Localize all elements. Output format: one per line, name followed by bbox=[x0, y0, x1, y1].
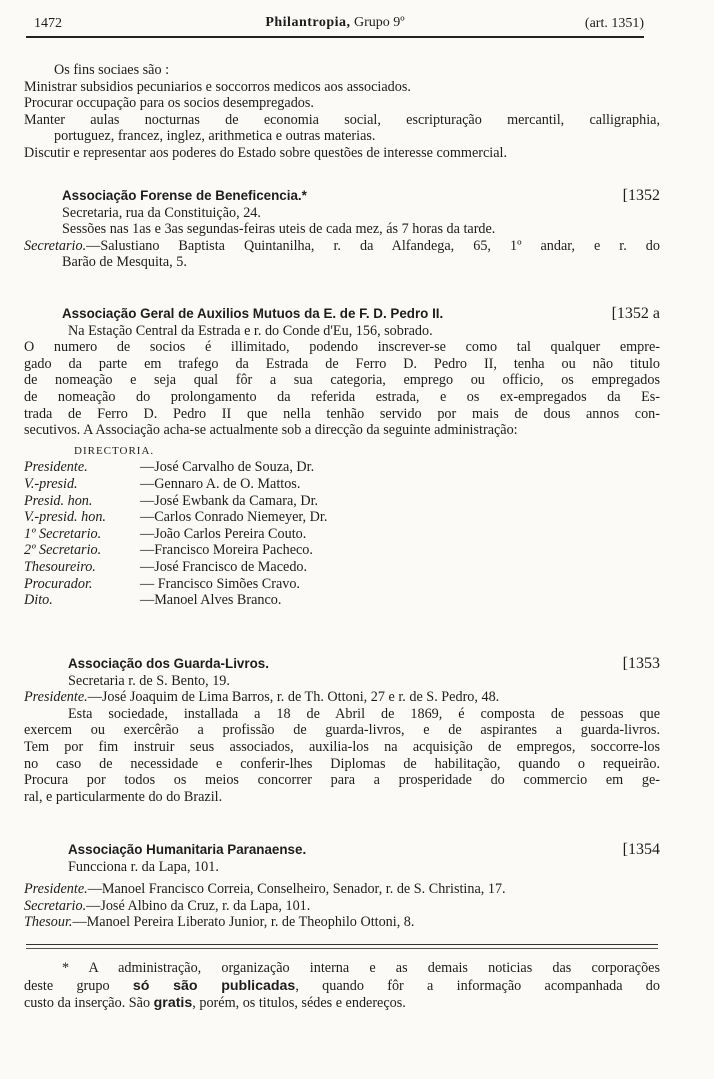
intro-line: portuguez, francez, inglez, arithmetica e outras materias. bbox=[54, 128, 376, 145]
officer-name: — Francisco Simões Cravo. bbox=[140, 575, 300, 592]
role-label: Secretario. bbox=[24, 237, 87, 254]
entry-name: Associação Humanitaria Paranaense. bbox=[68, 842, 307, 857]
running-title bbox=[26, 15, 644, 31]
officer-list bbox=[24, 459, 660, 608]
officer-row bbox=[24, 898, 660, 915]
officer-row bbox=[24, 542, 660, 559]
officer-name: —José Carvalho de Souza, Dr. bbox=[140, 459, 315, 476]
para-line: exercem ou exercêrão a profissão de guarda-livros, e de aspirantes a guarda-livros. bbox=[24, 722, 660, 739]
officer-name: —Manoel Alves Branco. bbox=[140, 592, 282, 609]
para-line: Tem por fim instruir seus associados, auxilia-los na acquisição de empregos, soccorre-los bbox=[24, 738, 660, 755]
entry-number: [1353 bbox=[622, 655, 660, 672]
role-label: Thesour. bbox=[24, 914, 73, 931]
entry-address: Secretaria r. de S. Bento, 19. bbox=[68, 672, 230, 689]
directory-title: DIRECTORIA. bbox=[74, 444, 155, 457]
officer-row bbox=[24, 576, 660, 593]
entry-name: Associação Geral de Auxilios Mutuos da E. de F. D. Pedro II. bbox=[62, 306, 444, 321]
entry-1353 bbox=[24, 656, 660, 805]
entry-name: Associação dos Guarda-Livros. bbox=[68, 656, 269, 671]
entry-number: [1354 bbox=[622, 841, 660, 858]
entry-heading bbox=[24, 188, 660, 205]
entry-address: Secretaria, rua da Constituição, 24. bbox=[62, 204, 261, 221]
para-line: Esta sociedade, installada a 18 de Abril de 1869, é composta de pessoas que bbox=[68, 705, 660, 722]
entry-1352a bbox=[24, 306, 660, 609]
footnote-rule-thin bbox=[26, 948, 658, 949]
role-label: V.-presid. bbox=[24, 475, 78, 492]
para-line: Procura por todos os meios concorrer para a prosperidade do commercio em ge- bbox=[24, 772, 660, 789]
footnote-line bbox=[24, 995, 660, 1013]
entry-secretary bbox=[24, 238, 660, 255]
footnote-emphasis: gratis bbox=[153, 995, 193, 1011]
officer-name: —José Joaquim de Lima Barros, r. de Th. Ottoni, 27 e r. de S. Pedro, 48. bbox=[87, 689, 500, 706]
intro-line: Procurar occupação para os socios desempregados. bbox=[24, 95, 314, 112]
officer-row bbox=[24, 476, 660, 493]
footnote-emphasis: só são publicadas bbox=[132, 977, 296, 994]
intro-line: Discutir e representar aos poderes do Estado sobre questões de interesse commercial. bbox=[24, 144, 507, 161]
role-label: Presid. hon. bbox=[24, 492, 93, 509]
entry-heading bbox=[24, 656, 660, 673]
entry-1354 bbox=[24, 842, 660, 931]
intro-line: Ministrar subsidios pecuniarios e soccorros medicos aos associados. bbox=[24, 78, 411, 95]
role-label: Secretario. bbox=[24, 897, 87, 914]
role-label: Presidente. bbox=[24, 689, 88, 706]
officer-row bbox=[24, 459, 660, 476]
para-line: ral, e particularmente do do Brazil. bbox=[24, 788, 223, 805]
para-line: de nomeação e seja qual fôr a sua categoria, emprego ou officio, os empregados bbox=[24, 372, 660, 389]
footnote-text: , porém, os titulos, sédes e endereços. bbox=[192, 995, 406, 1011]
footnote-line: * A administração, organização interna e as demais noticias das corporações bbox=[62, 960, 660, 976]
officer-name: —Manoel Pereira Liberato Junior, r. de Theophilo Ottoni, 8. bbox=[72, 914, 415, 931]
role-label: Procurador. bbox=[24, 575, 93, 592]
title-rest: Grupo 9º bbox=[350, 15, 405, 30]
officer-list bbox=[24, 881, 660, 931]
role-label: Presidente. bbox=[24, 881, 88, 898]
role-label: V.-presid. hon. bbox=[24, 509, 106, 526]
title-bold: Philantropia, bbox=[265, 15, 351, 30]
entry-heading bbox=[24, 306, 660, 323]
para-line: O numero de socios é illimitado, podendo inscrever-se como tal qualquer empre- bbox=[24, 339, 660, 356]
para-line: gado da parte em trafego da Estrada de Ferro D. Pedro II, tenha ou não titulo bbox=[24, 355, 660, 372]
entry-1352 bbox=[24, 188, 660, 271]
officer-row bbox=[24, 559, 660, 576]
footnote-text: deste grupo bbox=[24, 977, 133, 994]
role-label: Thesoureiro. bbox=[24, 558, 96, 575]
officer-row bbox=[24, 881, 660, 898]
intro-line: Os fins sociaes são : bbox=[54, 62, 170, 78]
role-label: Dito. bbox=[24, 592, 53, 609]
para-line: no caso de necessidade e conferir-lhes Diplomas de habilitação, quando o requeirão. bbox=[24, 755, 660, 772]
article-ref: (art. 1351) bbox=[584, 16, 644, 31]
entry-president bbox=[24, 689, 660, 706]
intro-line: Manter aulas nocturnas de economia social, escripturação mercantil, calligraphia, bbox=[24, 111, 660, 128]
officer-row bbox=[24, 493, 660, 510]
entry-number: [1352 bbox=[622, 187, 660, 204]
officer-name: —Gennaro A. de O. Mattos. bbox=[140, 475, 301, 492]
entry-sessions: Sessões nas 1as e 3as segundas-feiras uteis de cada mez, ás 7 horas da tarde. bbox=[62, 221, 496, 238]
officer-name: —João Carlos Pereira Couto. bbox=[140, 525, 307, 542]
entry-address: Na Estação Central da Estrada e r. do Conde d'Eu, 156, sobrado. bbox=[68, 322, 433, 339]
role-label: Presidente. bbox=[24, 459, 88, 476]
para-line: de nomeação do prolongamento da referida estrada, e os ex-empregados da Es- bbox=[24, 388, 660, 405]
officer-name: —Francisco Moreira Pacheco. bbox=[140, 542, 313, 559]
footnote bbox=[24, 960, 660, 1013]
intro-block bbox=[24, 62, 660, 162]
role-label: 1º Secretario. bbox=[24, 525, 102, 542]
para-line: secutivos. A Associação acha-se actualmente sob a direcção da seguinte administração: bbox=[24, 422, 518, 439]
entry-name: Associação Forense de Beneficencia.* bbox=[62, 188, 307, 203]
footnote-text: , quando fôr a informação acompanhada do bbox=[295, 977, 660, 994]
officer-name: —José Francisco de Macedo. bbox=[140, 558, 308, 575]
officer-row bbox=[24, 509, 660, 526]
footnote-rule bbox=[26, 944, 658, 945]
page-header bbox=[26, 10, 644, 38]
page-number: 1472 bbox=[34, 16, 62, 31]
footnote-text: custo da inserção. São bbox=[24, 995, 154, 1011]
entry-number: [1352 a bbox=[611, 305, 660, 322]
entry-secretary-cont: Barão de Mesquita, 5. bbox=[62, 254, 187, 271]
footnote-line bbox=[24, 978, 660, 996]
para-line: trada de Ferro D. Pedro II que nella tenhão servido por mais de dous annos con- bbox=[24, 405, 660, 422]
officer-name: —Salustiano Baptista Quintanilha, r. da Alfandega, 65, 1º andar, e r. do bbox=[86, 237, 660, 254]
officer-row bbox=[24, 914, 660, 931]
officer-name: —José Albino da Cruz, r. da Lapa, 101. bbox=[86, 897, 311, 914]
officer-name: —José Ewbank da Camara, Dr. bbox=[140, 492, 319, 509]
officer-row bbox=[24, 526, 660, 543]
entry-heading bbox=[24, 842, 660, 859]
officer-name: —Manoel Francisco Correia, Conselheiro, Senador, r. de S. Christina, 17. bbox=[87, 881, 506, 898]
officer-name: —Carlos Conrado Niemeyer, Dr. bbox=[140, 509, 328, 526]
role-label: 2º Secretario. bbox=[24, 542, 102, 559]
officer-row bbox=[24, 592, 660, 609]
entry-address: Funcciona r. da Lapa, 101. bbox=[68, 858, 219, 875]
